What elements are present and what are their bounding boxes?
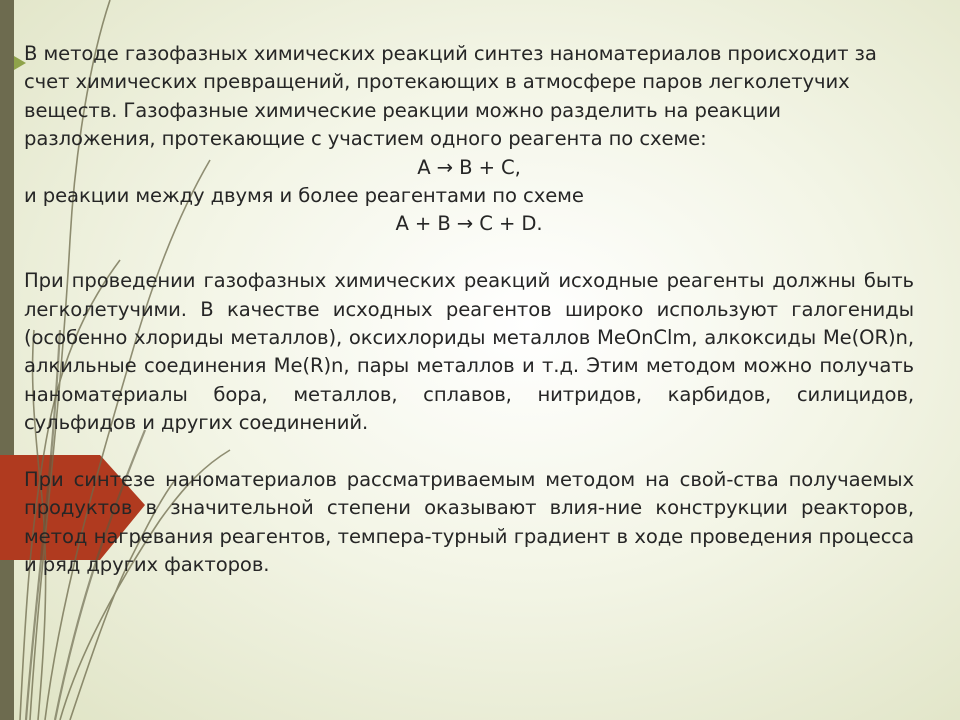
paragraph-intro: В методе газофазных химических реакций синтез наноматериалов происходит за счет химических превращений, протекающих в атмосфере паров легколетучих веществ. Газофазные химические реакции можно разделить на реакции разложения, протекающие с участием одного реагента по схеме: bbox=[24, 42, 877, 151]
equation-reaction: A + B → C + D. bbox=[395, 212, 543, 236]
paragraph-reagents: При проведении газофазных химических реакций исходные реагенты должны быть легколетучими. В качестве исходных реагентов широко используют галогениды (особенно хлориды металлов), оксихлориды металлов MeOnClm, алкоксиды Me(OR)n, алкильные соединения Me(R)n, пары металлов и т.д. Этим методом можно получать наноматериалы бора, металлов, сплавов, нитридов, карбидов, силицидов, сульфидов и других соединений. bbox=[24, 269, 914, 435]
spacer bbox=[24, 239, 914, 267]
spacer bbox=[24, 438, 914, 466]
paragraph-reactions: и реакции между двумя и более реагентами по схеме bbox=[24, 184, 584, 208]
slide-text bbox=[24, 40, 914, 580]
paragraph-factors: При синтезе наноматериалов рассматриваемым методом на свой-ства получаемых продуктов в значительной степени оказывают влия-ние конструкции реакторов, метод нагревания реагентов, темпера-турный градиент в ходе проведения процесса и ряд других факторов. bbox=[24, 468, 914, 577]
equation-decomposition: A → B + C, bbox=[417, 155, 521, 179]
